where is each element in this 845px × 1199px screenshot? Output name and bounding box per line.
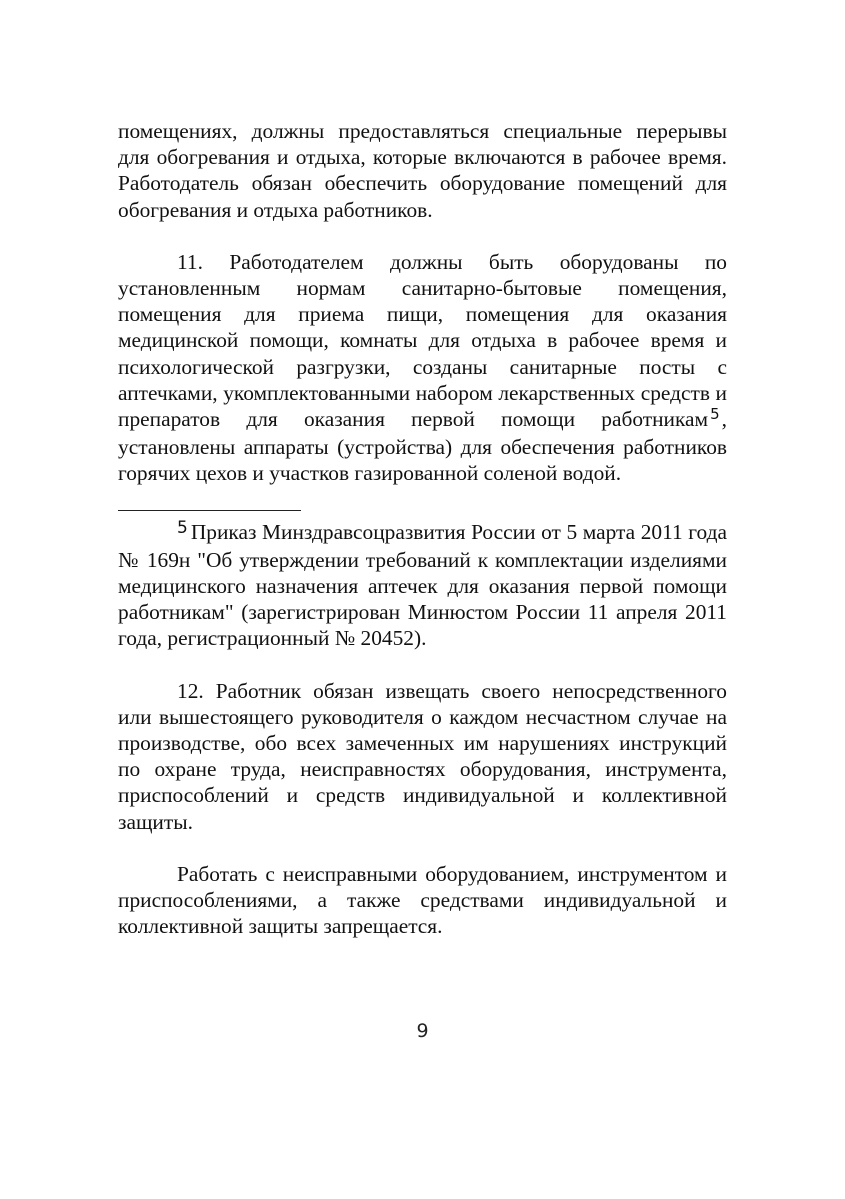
paragraph-11 xyxy=(118,249,727,487)
footnote-text: Приказ Минздравсоцразвития России от 5 марта 2011 года № 169н "Об утверждении требований к комплектации изделиями медицинского назначения аптечек для оказания первой помощи работникам" (зарегистрирован Минюстом России 11 апреля 2011 года, регистрационный № 20452). xyxy=(118,519,727,651)
footnote-separator xyxy=(118,510,301,511)
paragraph-11-text-a: 11. Работодателем должны быть оборудованы по установленным нормам санитарно-бытовые помещения, помещения для приема пищи, помещения для оказания медицинской помощи, комнаты для отдыха в рабочее время и психологической разгрузки, созданы санитарные посты с аптечками, укомплектованными набором лекарственных средств и препаратов для оказания первой помощи работникам xyxy=(118,249,727,432)
page-number: 9 xyxy=(416,1020,429,1042)
document-page xyxy=(118,118,727,939)
footnote-number: 5 xyxy=(177,517,188,538)
paragraph-11-text-b: , установлены аппараты (устройства) для обеспечения работников горячих цехов и участков газированной соленой водой. xyxy=(118,407,727,486)
paragraph-continuation: помещениях, должны предоставляться специальные перерывы для обогревания и отдыха, которые включаются в рабочее время. Работодатель обязан обеспечить оборудование помещений для обогревания и отдыха работников. xyxy=(118,119,727,222)
footnote-reference-5[interactable]: 5 xyxy=(710,405,720,424)
paragraph-12: 12. Работник обязан извещать своего непосредственного или вышестоящего руководителя о каждом несчастном случае на производстве, обо всех замеченных им нарушениях инструкций по охране труда, неисправностях оборудования, инструмента, приспособлений и средств индивидуальной и коллективной защиты. xyxy=(118,678,727,834)
paragraph-13: Работать с неисправными оборудованием, инструментом и приспособлениями, а также средствами индивидуальной и коллективной защиты запрещается. xyxy=(118,861,727,939)
footnote-5 xyxy=(118,519,727,652)
